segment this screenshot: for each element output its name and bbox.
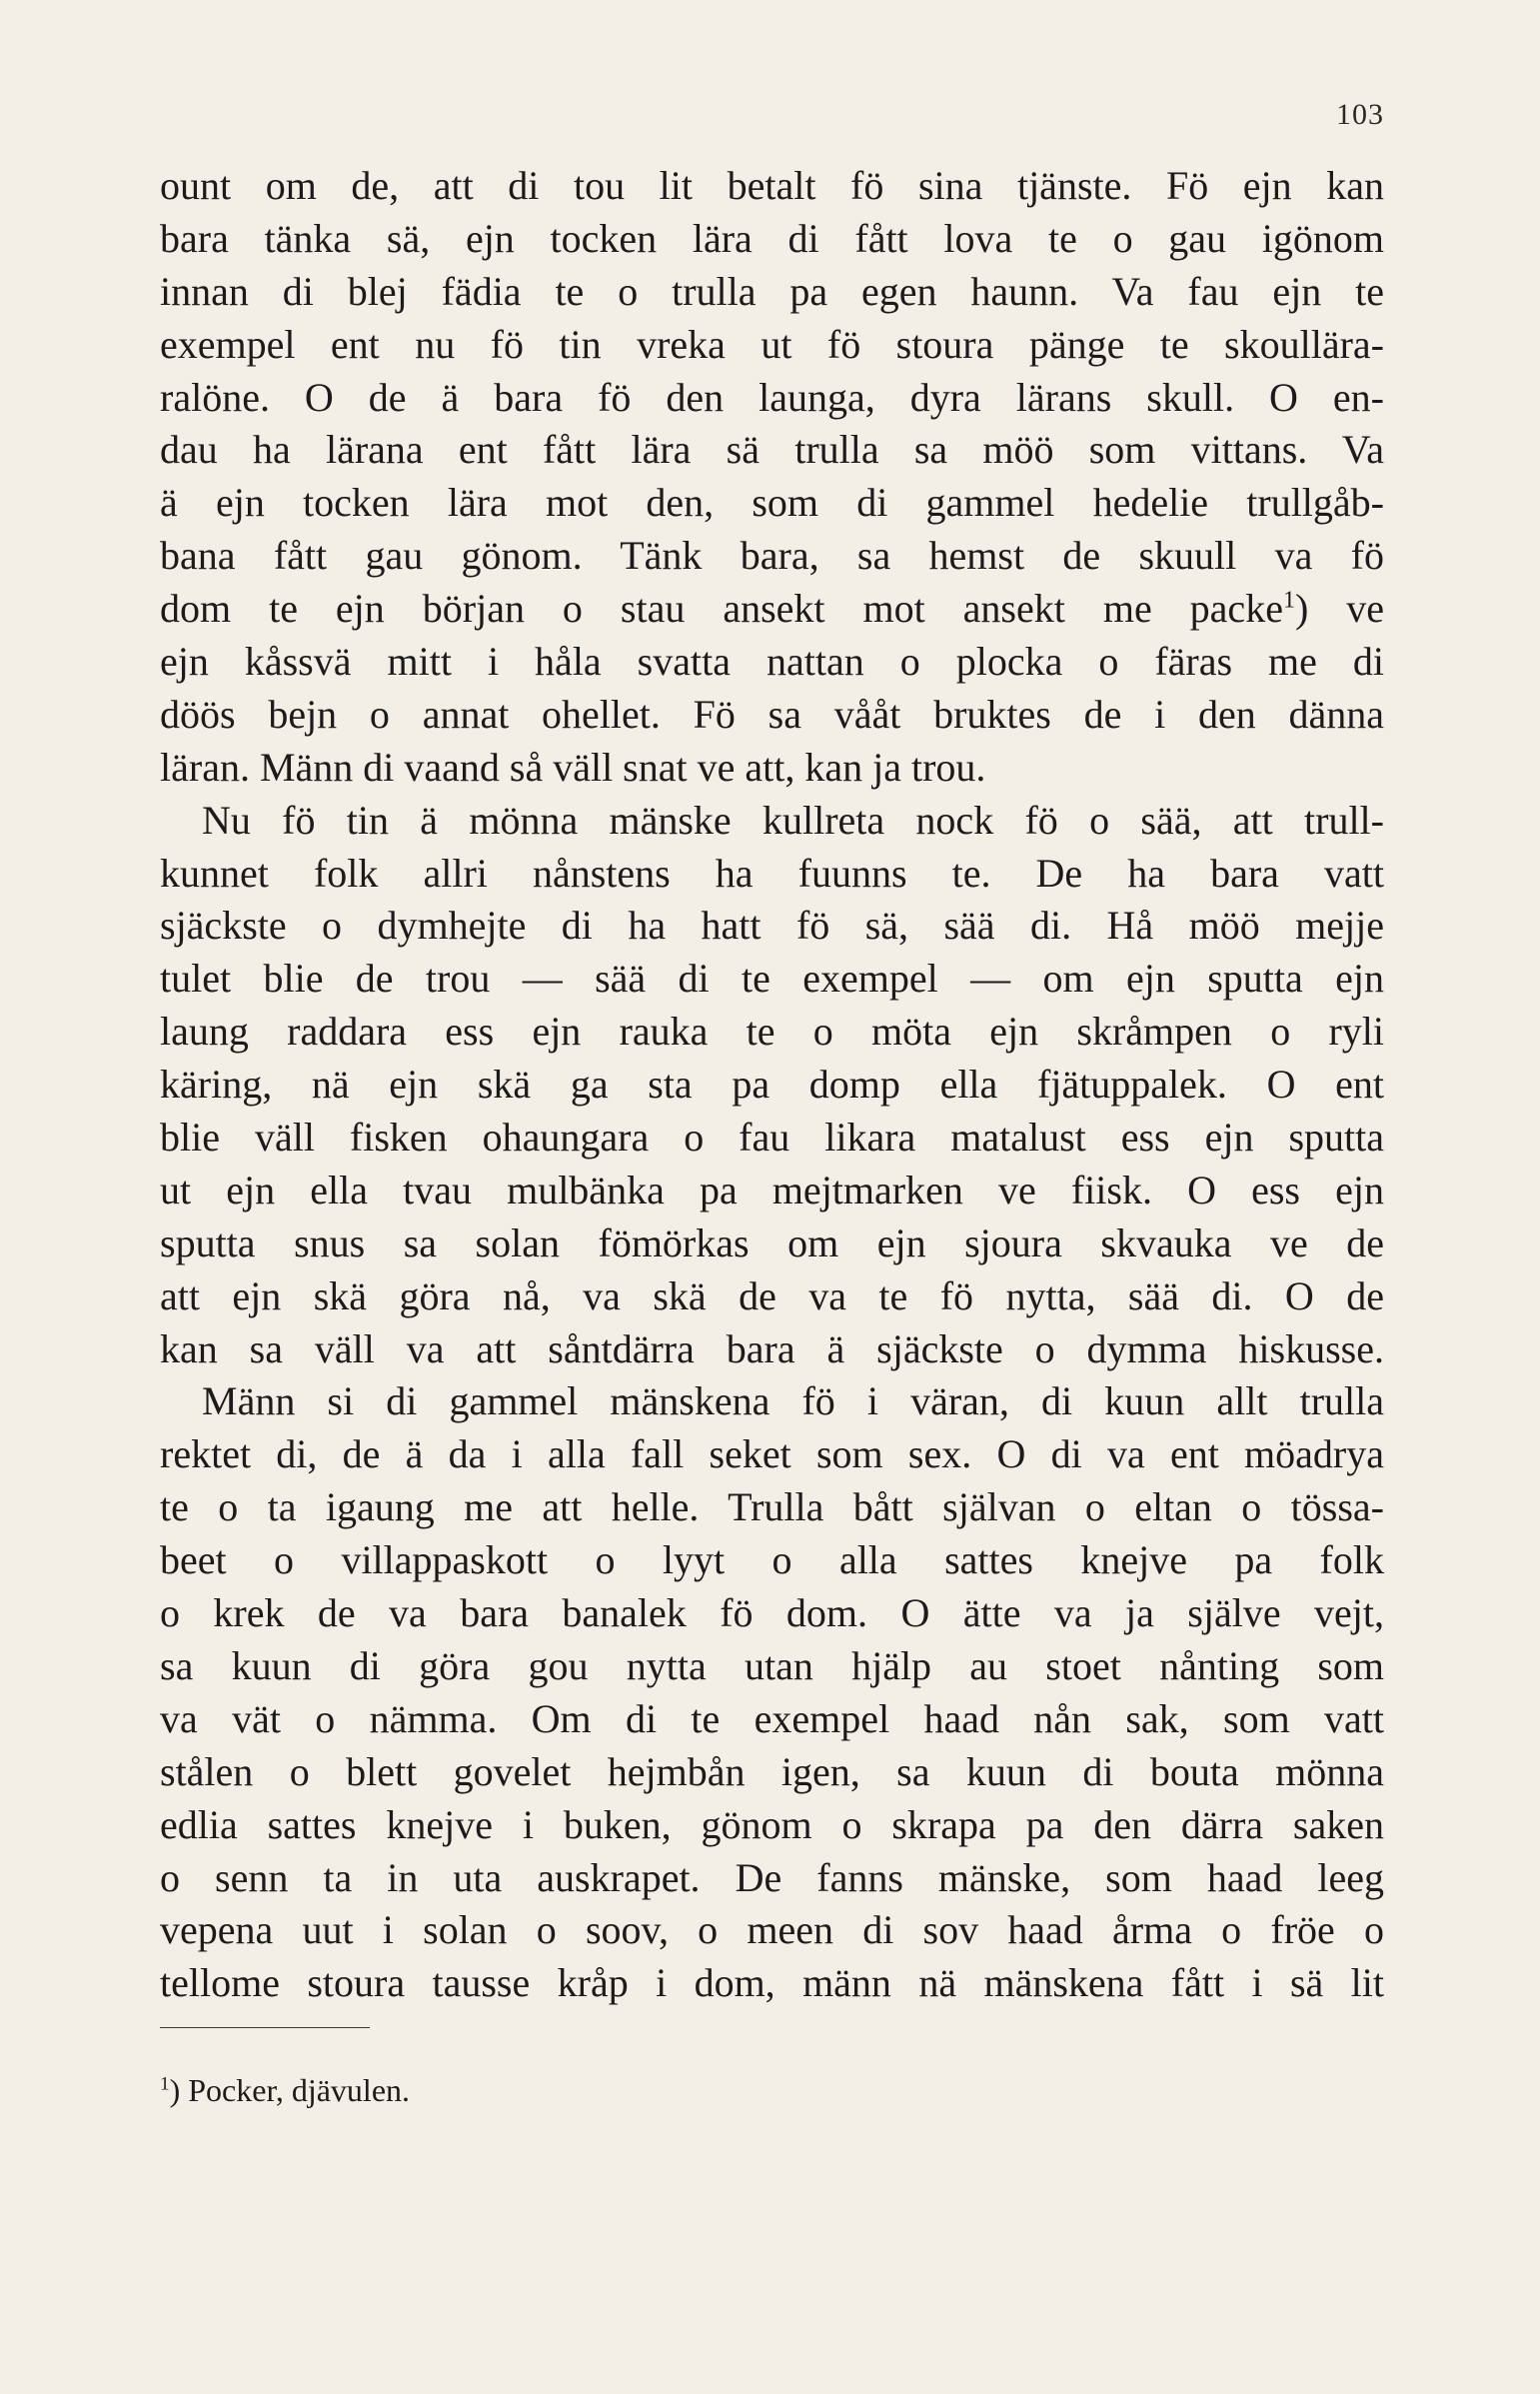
text-line: ä ejn tocken lära mot den, som di gammel hedelie trullgåb-: [160, 480, 1384, 526]
text-line-with-footnote-ref: [160, 583, 1384, 636]
text-line: kan sa väll va att såntdärra bara ä sjäckste o dymma hiskusse.: [160, 1325, 1384, 1371]
text-segment: ) ve: [1294, 586, 1384, 632]
paragraph-start-line: Nu fö tin ä mönna mänske kullreta nock fö o sää, att trull-: [202, 797, 1384, 843]
text-line: ut ejn ella tvau mulbänka pa mejtmarken ve fiisk. O ess ejn: [160, 1167, 1384, 1212]
footnote-text: ) Pocker, djävulen.: [169, 2072, 411, 2108]
text-line: att ejn skä göra nå, va skä de va te fö nytta, sää di. O de: [160, 1272, 1384, 1318]
text-line: te o ta igaung me att helle. Trulla bått självan o eltan o tössa-: [160, 1484, 1384, 1530]
text-line: beet o villappaskott o lyyt o alla sattes knejve pa folk: [160, 1537, 1384, 1583]
text-line: käring, nä ejn skä ga sta pa domp ella fjätuppalek. O ent: [160, 1062, 1384, 1108]
text-line: sa kuun di göra gou nytta utan hjälp au stoet nånting som: [160, 1642, 1384, 1688]
page-number: 103: [1336, 98, 1384, 131]
text-line: tulet blie de trou — sää di te exempel — om ejn sputta ejn: [160, 956, 1384, 1002]
text-segment: dom te ejn början o stau ansekt mot ansekt me packe: [160, 586, 1283, 632]
text-line: sjäckste o dymhejte di ha hatt fö sä, sää di. Hå möö mejje: [160, 903, 1384, 949]
text-line: tellome stoura tausse kråp i dom, männ nä mänskena fått i sä lit: [160, 1960, 1384, 2006]
text-line: rektet di, de ä da i alla fall seket som sex. O di va ent möadrya: [160, 1431, 1384, 1477]
text-line: laung raddara ess ejn rauka te o möta ejn skråmpen o ryli: [160, 1009, 1384, 1055]
text-line: döös bejn o annat ohellet. Fö sa vååt bruktes de i den dänna: [160, 691, 1384, 737]
text-line: exempel ent nu fö tin vreka ut fö stoura pänge te skoullära-: [160, 321, 1384, 367]
text-line: edlia sattes knejve i buken, gönom o skrapa pa den därra saken: [160, 1801, 1384, 1847]
text-line: bana fått gau gönom. Tänk bara, sa hemst de skuull va fö: [160, 533, 1384, 579]
paragraph-start-line: Männ si di gammel mänskena fö i väran, di kuun allt trulla: [202, 1378, 1384, 1424]
footnote: [160, 2069, 410, 2111]
body-text: [160, 160, 1384, 2010]
footnote-mark: 1: [160, 2073, 170, 2095]
text-line: va vät o nämma. Om di te exempel haad nån sak, som vatt: [160, 1695, 1384, 1741]
text-line: sputta snus sa solan fömörkas om ejn sjoura skvauka ve de: [160, 1219, 1384, 1265]
text-line: o senn ta in uta auskrapet. De fanns mänske, som haad leeg: [160, 1854, 1384, 1900]
text-line: kunnet folk allri nånstens ha fuunns te. De ha bara vatt: [160, 850, 1384, 896]
text-line: innan di blej fädia te o trulla pa egen haunn. Va fau ejn te: [160, 268, 1384, 314]
text-line: bara tänka sä, ejn tocken lära di fått lova te o gau igönom: [160, 215, 1384, 261]
text-line: stålen o blett govelet hejmbån igen, sa kuun di bouta mönna: [160, 1748, 1384, 1794]
text-line: ejn kåssvä mitt i håla svatta nattan o plocka o färas me di: [160, 639, 1384, 685]
text-line: dau ha lärana ent fått lära sä trulla sa möö som vittans. Va: [160, 427, 1384, 473]
text-line: vepena uut i solan o soov, o meen di sov haad årma o fröe o: [160, 1907, 1384, 1953]
text-line: blie väll fisken ohaungara o fau likara matalust ess ejn sputta: [160, 1115, 1384, 1161]
footnote-reference: 1: [1282, 587, 1295, 614]
text-line: o krek de va bara banalek fö dom. O ätte va ja själve vejt,: [160, 1590, 1384, 1636]
text-line: ount om de, att di tou lit betalt fö sina tjänste. Fö ejn kan: [160, 163, 1384, 208]
text-line: ralöne. O de ä bara fö den launga, dyra lärans skull. O en-: [160, 374, 1384, 420]
footnote-divider: [160, 2027, 370, 2028]
text-line: läran. Männ di vaand så väll snat ve att, kan ja trou.: [160, 744, 986, 790]
